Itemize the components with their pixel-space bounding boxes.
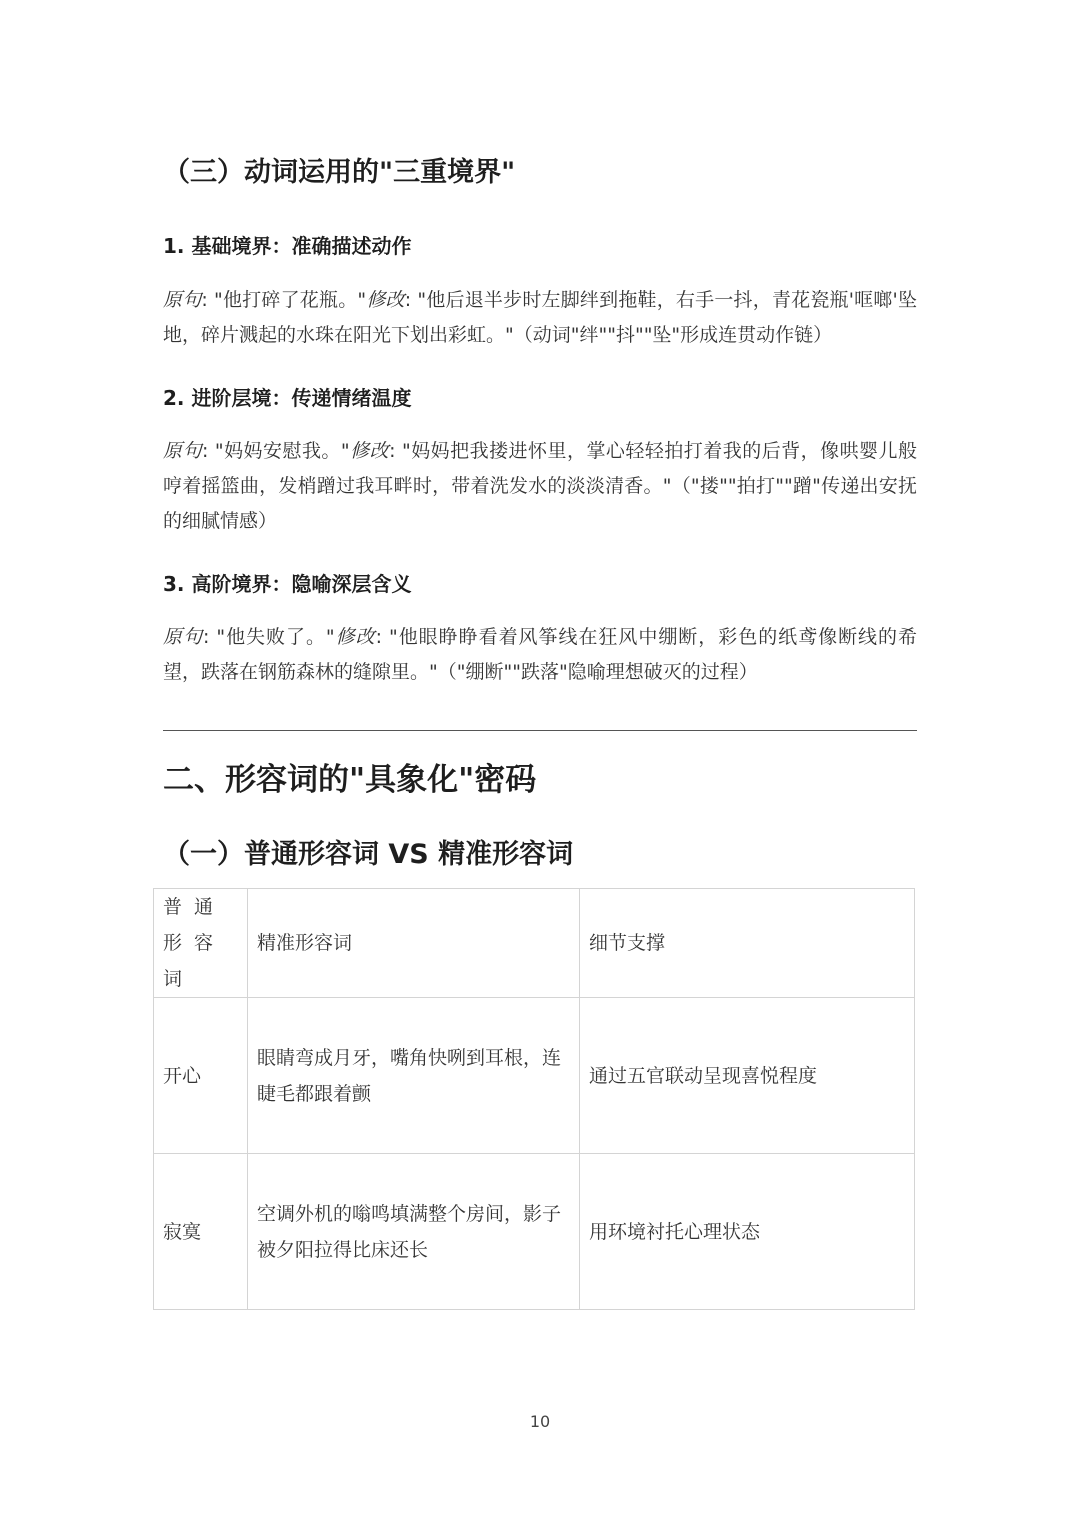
level-1-title: 1. 基础境界：准确描述动作	[163, 234, 412, 258]
table-cell: 通过五官联动呈现喜悦程度	[580, 998, 915, 1154]
table-cell: 眼睛弯成月牙，嘴角快咧到耳根，连睫毛都跟着颤	[248, 998, 580, 1154]
table-header-row	[154, 889, 915, 998]
revised-label: 修改	[334, 626, 376, 648]
table-cell: 寂寞	[154, 1154, 248, 1310]
table-cell: 用环境衬托心理状态	[580, 1154, 915, 1310]
table-row	[154, 1154, 915, 1310]
revised-sentence: : "妈妈把我搂进怀里，掌心轻轻拍打着我的后背，像哄婴儿般哼着摇篮曲，发梢蹭过我耳畔时，带着洗发水的淡淡清香。"（"搂""拍打""蹭"传递出安抚的细腻情感）	[163, 440, 917, 532]
level-3-example	[163, 620, 917, 690]
section-heading-verbs: （三）动词运用的"三重境界"	[163, 157, 516, 188]
subsection-heading-adjectives: （一）普通形容词 VS 精准形容词	[163, 839, 574, 870]
revised-label: 修改	[366, 289, 405, 311]
level-1-example	[163, 283, 917, 353]
revised-sentence: : "他后退半步时左脚绊到拖鞋，右手一抖，青花瓷瓶'哐啷'坠地，碎片溅起的水珠在阳光下划出彩虹。"（动词"绊""抖""坠"形成连贯动作链）	[163, 289, 917, 346]
level-2-example	[163, 434, 917, 539]
original-sentence: : "妈妈安慰我。"	[201, 440, 350, 462]
table-row	[154, 998, 915, 1154]
table-header-cell: 细节支撑	[580, 889, 915, 998]
part-2-heading: 二、形容词的"具象化"密码	[163, 762, 537, 798]
revised-sentence: : "他眼睁睁看着风筝线在狂风中绷断，彩色的纸鸢像断线的希望，跌落在钢筋森林的缝隙里。"（"绷断""跌落"隐喻理想破灭的过程）	[163, 626, 917, 683]
original-label: 原句	[163, 289, 202, 311]
original-sentence: : "他打碎了花瓶。"	[201, 289, 367, 311]
original-label: 原句	[163, 440, 202, 462]
original-label: 原句	[163, 626, 203, 648]
level-3-title: 3. 高阶境界：隐喻深层含义	[163, 572, 412, 596]
page-number: 10	[529, 1412, 551, 1431]
original-sentence: : "他失败了。"	[202, 626, 335, 648]
adjective-comparison-table	[153, 888, 915, 1310]
table-header-cell: 普通形容词	[154, 889, 248, 998]
revised-label: 修改	[349, 440, 390, 462]
level-2-title: 2. 进阶层境：传递情绪温度	[163, 386, 412, 410]
table-header-cell: 精准形容词	[248, 889, 580, 998]
section-divider	[163, 730, 917, 731]
table-cell: 开心	[154, 998, 248, 1154]
table-cell: 空调外机的嗡鸣填满整个房间，影子被夕阳拉得比床还长	[248, 1154, 580, 1310]
